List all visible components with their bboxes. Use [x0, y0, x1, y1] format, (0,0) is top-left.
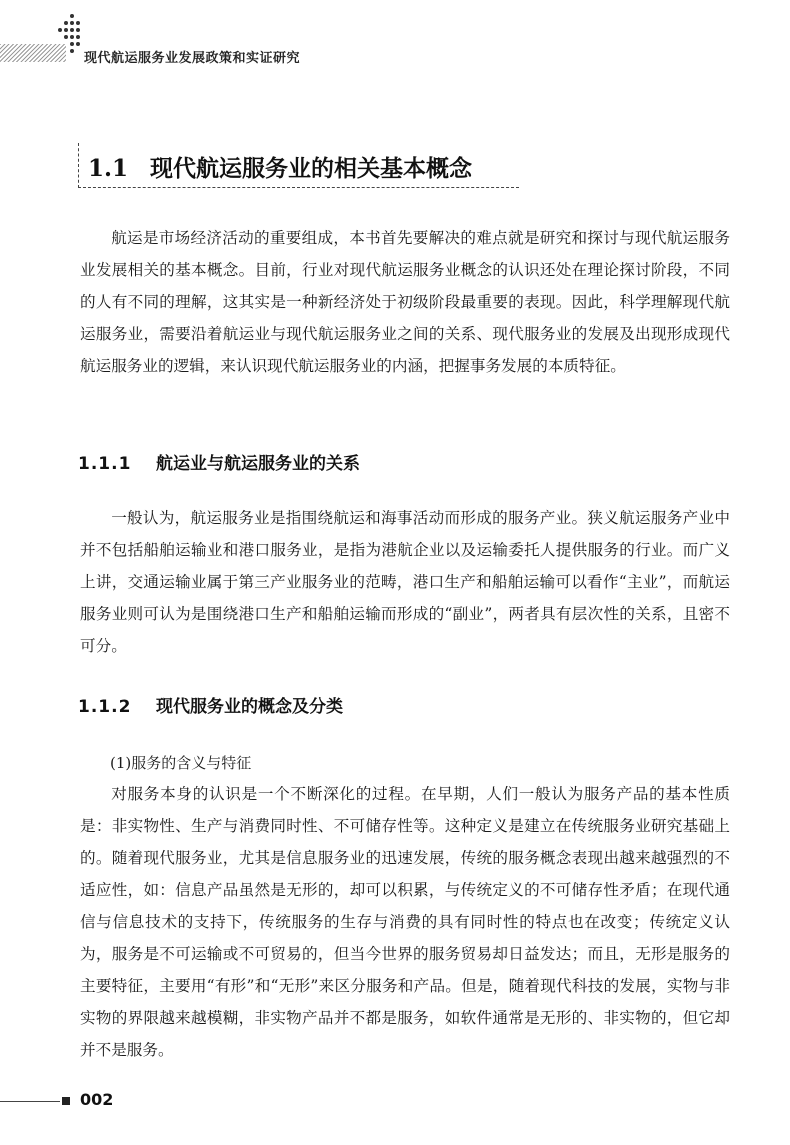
header-hatch-decoration — [0, 44, 66, 62]
concept-paragraph: 对服务本身的认识是一个不断深化的过程。在早期，人们一般认为服务产品的基本性质是：非实物性、生产与消费同时性、不可储存性等。这种定义是建立在传统服务业研究基础上的。随着现代服务业，尤其是信息服务业的迅速发展，传统的服务概念表现出越来越强烈的不适应性，如：信息产品虽然是无形的，却可以积累，与传统定义的不可储存性矛盾；在现代通信与信息技术的支持下，传统服务的生存与消费的具有同时性的特点也在改变；传统定义认为，服务是不可运输或不可贸易的，但当今世界的服务贸易却日益发达；而且，无形是服务的主要特征，主要用“有形”和“无形”来区分服务和产品。但是，随着现代科技的发展，实物与非实物的界限越来越模糊，非实物产品并不都是服务，如软件通常是无形的、非实物的，但它却并不是服务。 — [80, 785, 730, 1059]
footer-square-icon — [62, 1097, 70, 1105]
subsection-heading-2 — [78, 692, 343, 717]
section-title-text: 现代航运服务业的相关基本概念 — [150, 155, 473, 182]
relation-paragraph: 一般认为，航运服务业是指围绕航运和海事活动而形成的服务产业。狭义航运服务产业中并不包括船舶运输业和港口服务业，是指为港航企业以及运输委托人提供服务的行业。而广义上讲，交通运输业属于第三产业服务业的范畴，港口生产和船舶运输可以看作“主业”，而航运服务业则可认为是围绕港口生产和船舶运输而形成的“副业”，两者具有层次性的关系，且密不可分。 — [80, 509, 730, 655]
subsection-number: 1.1.2 — [78, 697, 132, 717]
intro-paragraph: 航运是市场经济活动的重要组成，本书首先要解决的难点就是研究和探讨与现代航运服务业发展相关的基本概念。目前，行业对现代航运服务业概念的认识还处在理论探讨阶段，不同的人有不同的理解，这其实是一种新经济处于初级阶段最重要的表现。因此，科学理解现代航运服务业，需要沿着航运业与现代航运服务业之间的关系、现代服务业的发展及出现形成现代航运服务业的逻辑，来认识现代航运服务业的内涵，把握事务发展的本质特征。 — [80, 229, 730, 375]
subsection-heading-1 — [78, 449, 360, 474]
section-title — [88, 150, 472, 183]
subsection-title: 航运业与航运服务业的关系 — [156, 454, 360, 474]
page-number: 002 — [80, 1090, 114, 1109]
running-header-title: 现代航运服务业发展政策和实证研究 — [84, 51, 301, 66]
header-dot-ornament-icon — [58, 14, 84, 64]
item-label: (1)服务的含义与特征 — [110, 754, 252, 772]
footer-rule — [0, 1101, 60, 1102]
subsection-number: 1.1.1 — [78, 454, 132, 474]
section-number: 1.1 — [88, 155, 129, 182]
subsection-title: 现代服务业的概念及分类 — [156, 697, 343, 717]
